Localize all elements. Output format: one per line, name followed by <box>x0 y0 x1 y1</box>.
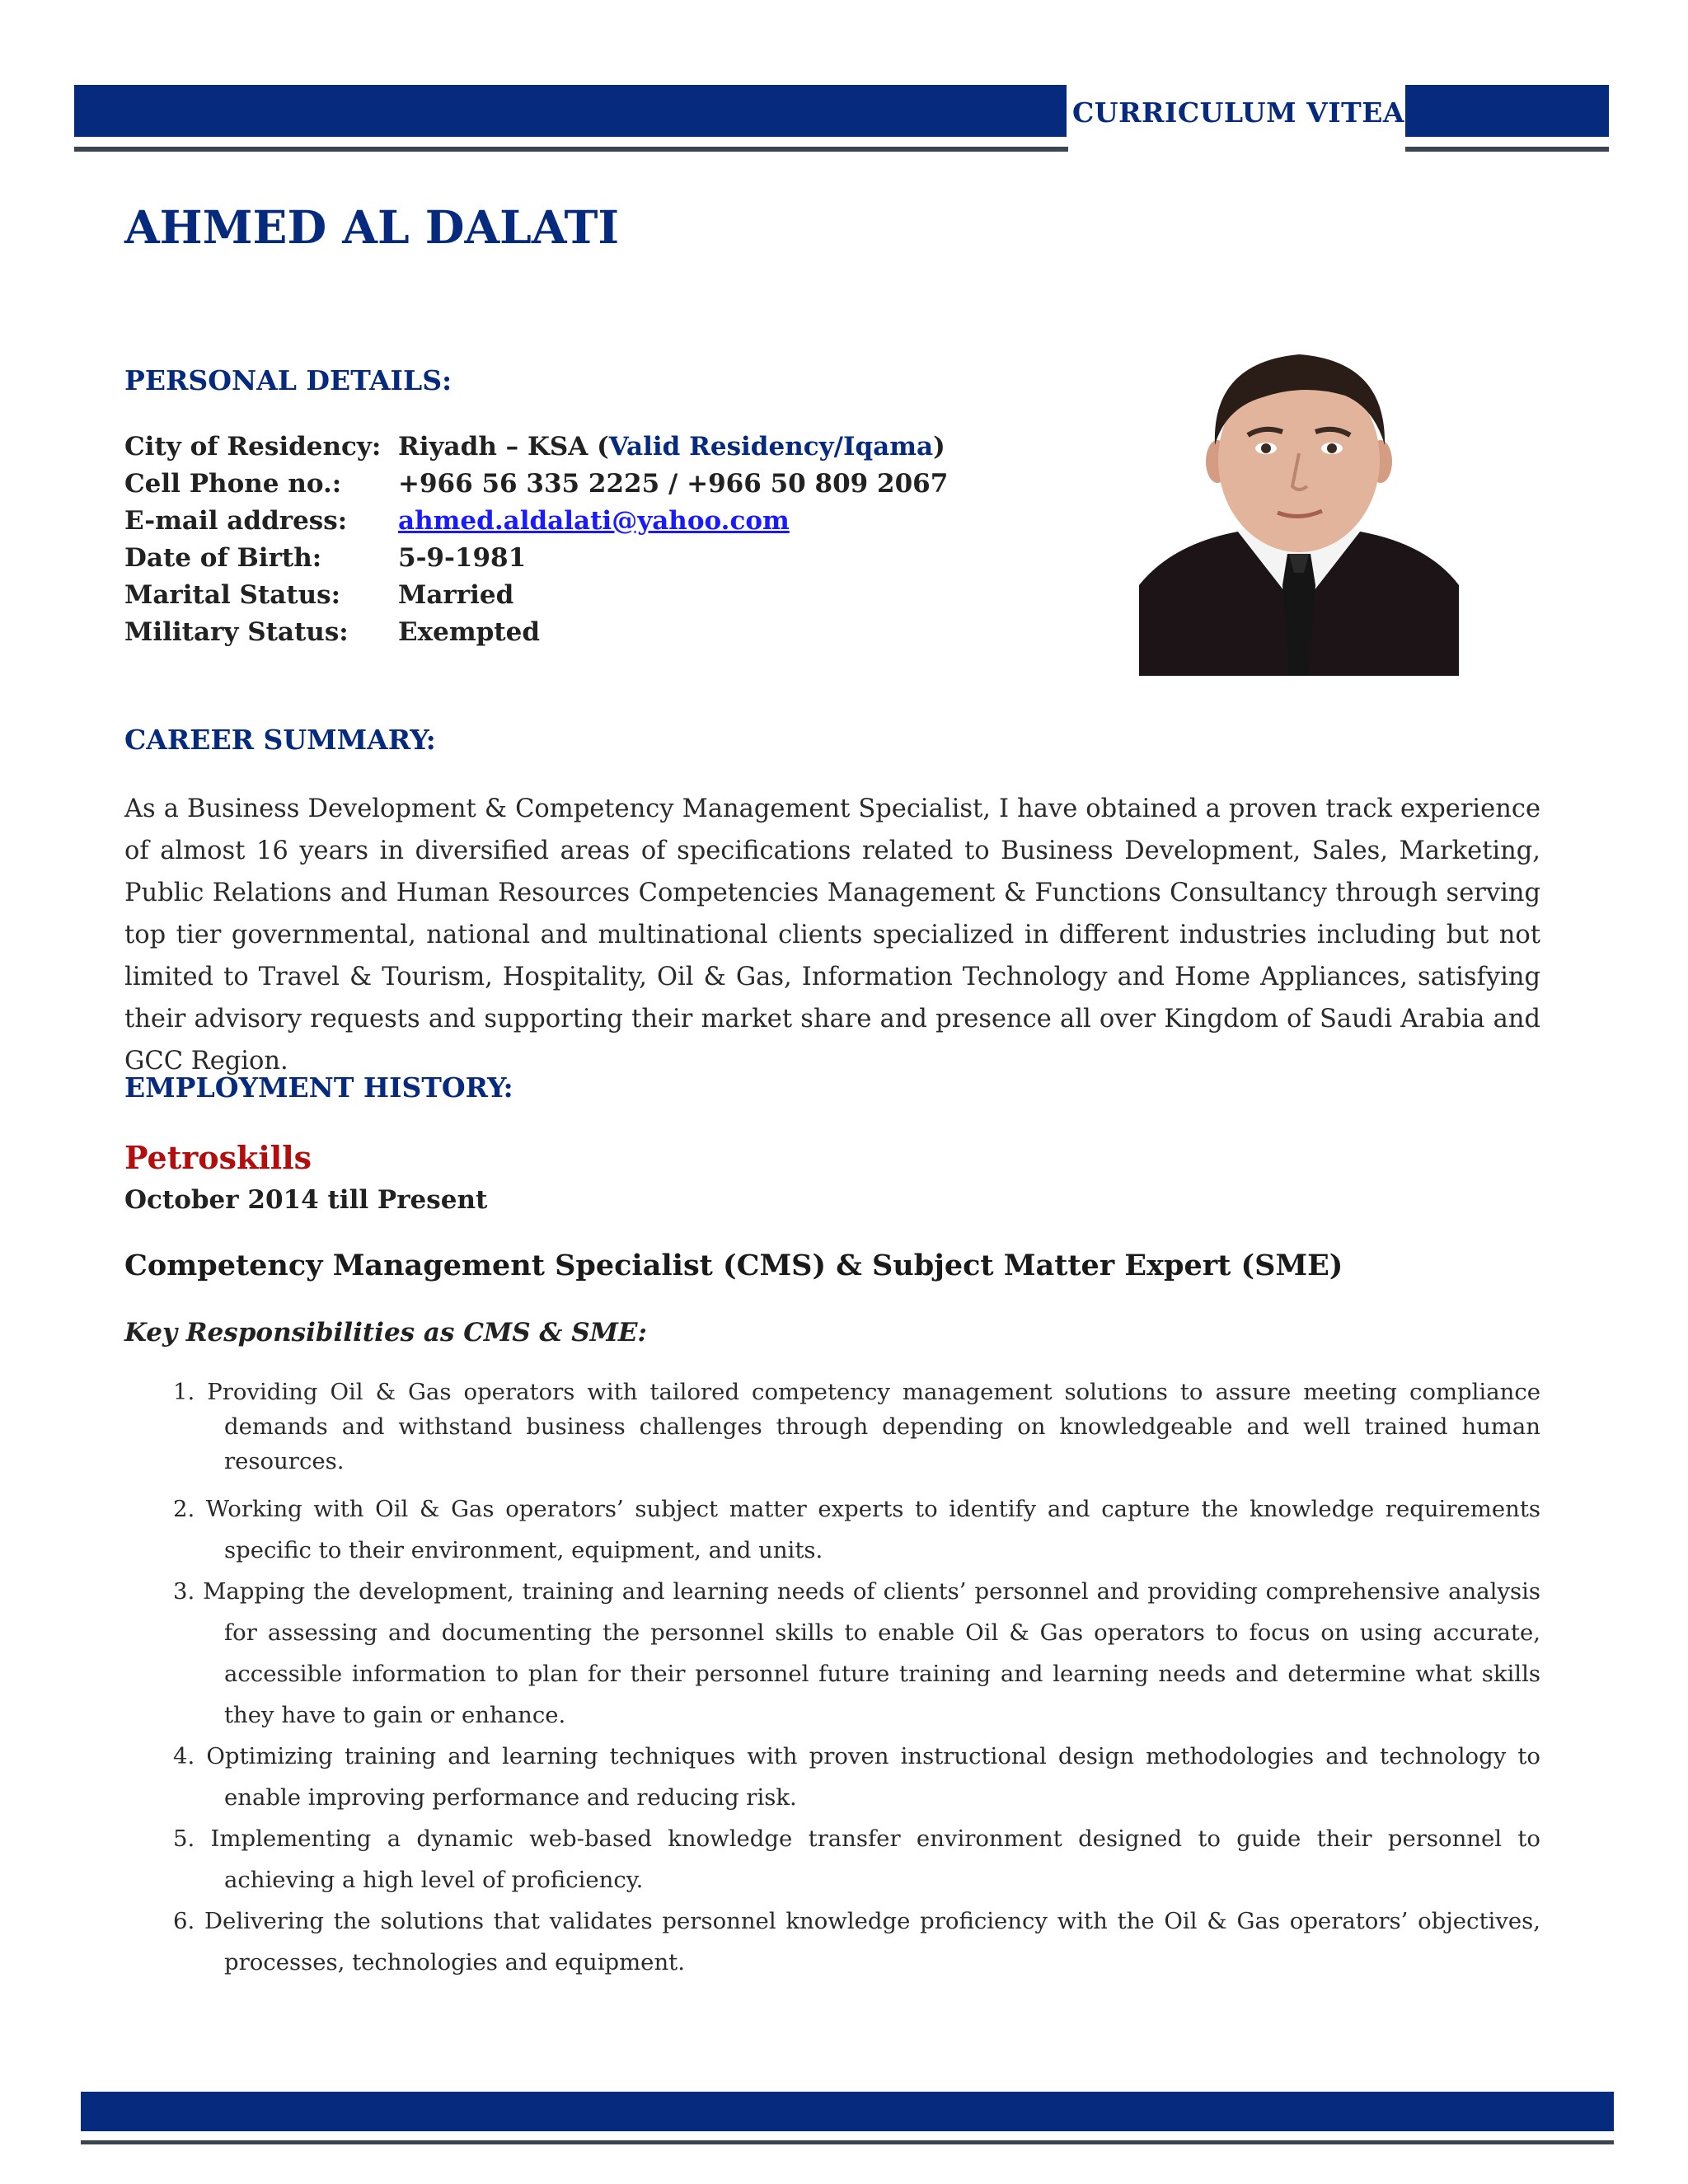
detail-value-military: Exempted <box>398 616 541 647</box>
header-rule-right <box>1405 147 1609 152</box>
employment-dates: October 2014 till Present <box>124 1185 488 1215</box>
job-title: Competency Management Specialist (CMS) & Subject Matter Expert (SME) <box>124 1249 1343 1282</box>
residency-close: ) <box>933 431 945 462</box>
detail-row-phone <box>124 465 949 502</box>
list-item: 6. Delivering the solutions that validates personnel knowledge proficiency with the Oil & Gas operators’ objectives, processes, technologies and equipment. <box>173 1908 1540 1975</box>
detail-value-phone: +966 56 335 2225 / +966 50 809 2067 <box>398 468 949 499</box>
company-name: Petroskills <box>124 1139 312 1176</box>
detail-row-marital <box>124 576 949 613</box>
list-item: 4. Optimizing training and learning techniques with proven instructional design methodologies and technology to enable improving performance and reducing risk. <box>173 1743 1540 1811</box>
responsibilities-heading: Key Responsibilities as CMS & SME: <box>124 1318 647 1347</box>
employment-history-heading: EMPLOYMENT HISTORY: <box>124 1071 513 1104</box>
list-item: 2. Working with Oil & Gas operators’ subject matter experts to identify and capture the knowledge requirements specific to their environment, equipment, and units. <box>173 1496 1540 1563</box>
portrait-illustration <box>1139 338 1459 676</box>
detail-value-birth: 5-9-1981 <box>398 542 527 573</box>
detail-label: Marital Status: <box>124 579 341 610</box>
header-bar-left <box>74 85 1067 137</box>
career-summary-heading: CAREER SUMMARY: <box>124 724 436 756</box>
detail-row-military <box>124 613 949 650</box>
residency-city: Riyadh – KSA ( <box>398 431 609 462</box>
detail-row-residency <box>124 428 949 465</box>
residency-status: Valid Residency/Iqama <box>608 431 934 462</box>
detail-value-residency <box>398 432 945 462</box>
profile-photo <box>1139 338 1459 676</box>
detail-label: Date of Birth: <box>124 542 322 573</box>
detail-row-birth <box>124 539 949 576</box>
email-link[interactable]: ahmed.aldalati@yahoo.com <box>398 505 790 536</box>
footer-rule <box>81 2140 1614 2144</box>
header-bar-right <box>1405 85 1609 137</box>
personal-details-list <box>124 428 949 650</box>
detail-label: Cell Phone no.: <box>124 468 342 499</box>
detail-label: E-mail address: <box>124 505 348 536</box>
footer-bar <box>81 2092 1614 2131</box>
detail-row-email <box>124 502 949 539</box>
candidate-name: AHMED AL DALATI <box>124 200 620 254</box>
list-item: 1. Providing Oil & Gas operators with tailored competency management solutions to assure meeting compliance demands and withstand business challenges through depending on knowledgeable and well trained human resources. <box>173 1379 1540 1474</box>
personal-details-heading: PERSONAL DETAILS: <box>124 364 452 396</box>
list-item: 5. Implementing a dynamic web-based knowledge transfer environment designed to guide their personnel to achieving a high level of proficiency. <box>173 1825 1540 1893</box>
detail-label: City of Residency: <box>124 431 382 462</box>
detail-value-marital: Married <box>398 579 514 610</box>
responsibilities-list <box>173 1375 1540 1983</box>
detail-label: Military Status: <box>124 616 349 647</box>
document-label: CURRICULUM VITEA <box>1072 96 1404 129</box>
career-summary-text: As a Business Development & Competency Management Specialist, I have obtained a proven track experience of almost 16 years in diversified areas of specifications related to Business Development, Sales, Marketing, Public Relations and Human Resources Competencies Management & Functions Consultancy through serving top tier governmental, national and multinational clients specialized in different industries including but not limited to Travel & Tourism, Hospitality, Oil & Gas, Information Technology and Home Appliances, satisfying their advisory requests and supporting their market share and presence all over Kingdom of Saudi Arabia and GCC Region. <box>124 794 1540 1076</box>
list-item: 3. Mapping the development, training and learning needs of clients’ personnel and providing comprehensive analysis for assessing and documenting the personnel skills to enable Oil & Gas operators to focus on using accurate, accessible information to plan for their personnel future training and learning needs and determine what skills they have to gain or enhance. <box>173 1578 1540 1728</box>
header-rule-left <box>74 147 1068 152</box>
